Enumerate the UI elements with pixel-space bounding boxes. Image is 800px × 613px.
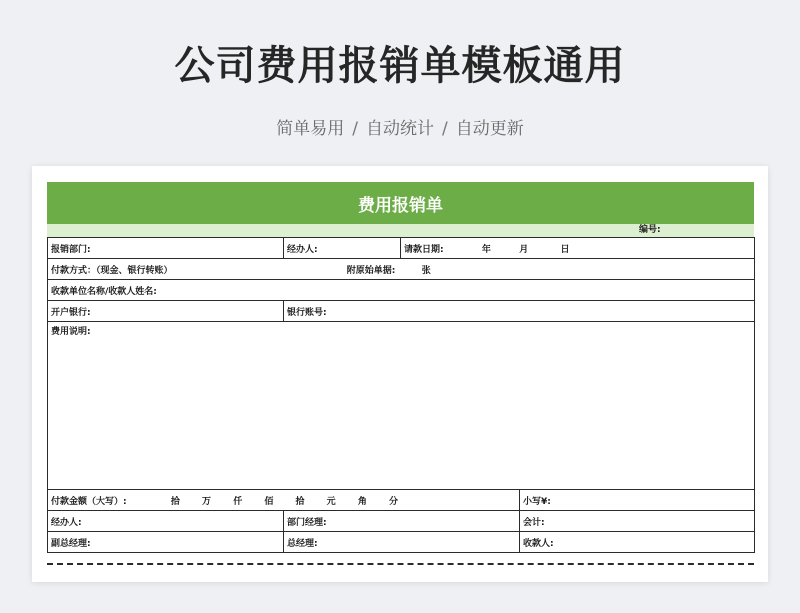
cell-dept[interactable]: 报销部门:: [48, 238, 284, 259]
unit-label: 拾: [295, 496, 305, 507]
cell-handler-sign[interactable]: 经办人:: [48, 511, 284, 532]
subtitle-tags: [0, 114, 800, 139]
row-bank: [48, 301, 755, 322]
tag-auto-stats: 自动统计: [366, 119, 434, 139]
date-label: 请款日期:: [404, 244, 444, 255]
cell-payment[interactable]: [48, 259, 755, 280]
cell-amount-caps[interactable]: [48, 490, 520, 511]
unit-label: 元: [326, 496, 336, 507]
form-card: [32, 166, 768, 582]
cell-account[interactable]: 银行账号:: [284, 301, 755, 322]
cell-accountant[interactable]: 会计:: [520, 511, 755, 532]
row-payee: [48, 280, 755, 301]
row-amount: [48, 490, 755, 511]
unit-label: 仟: [233, 496, 243, 507]
cell-deputy-gm[interactable]: 副总经理:: [48, 532, 284, 553]
row-payment: [48, 259, 755, 280]
attachments-label: 附原始单据:: [346, 265, 396, 276]
unit-label: 角: [357, 496, 367, 507]
unit-label: 分: [388, 496, 398, 507]
cell-gm[interactable]: 总经理:: [284, 532, 520, 553]
expense-form-table: [47, 237, 755, 553]
tag-separator: /: [442, 119, 448, 139]
cell-bank[interactable]: 开户银行:: [48, 301, 284, 322]
unit-label: 万: [202, 496, 212, 507]
cell-payee[interactable]: 收款单位名称/收款人姓名:: [48, 280, 755, 301]
tag-easy: 简单易用: [276, 119, 345, 139]
row-dept: [48, 238, 755, 259]
row-approvals-1: [48, 511, 755, 532]
payment-method-label: 付款方式：（现金、银行转账）: [51, 265, 173, 276]
row-description: [48, 322, 755, 490]
sheets-label: 张: [421, 265, 431, 276]
year-label: 年: [481, 244, 491, 255]
cell-receiver[interactable]: 收款人:: [520, 532, 755, 553]
cell-description[interactable]: 费用说明:: [48, 322, 755, 490]
cell-request-date[interactable]: [401, 238, 755, 259]
cell-dept-manager[interactable]: 部门经理:: [284, 511, 520, 532]
serial-row: [47, 224, 754, 237]
amount-caps-label: 付款金额（大写）:: [51, 496, 127, 507]
cell-amount-small[interactable]: 小写¥:: [520, 490, 755, 511]
form-header: 费用报销单: [47, 182, 754, 224]
row-approvals-2: [48, 532, 755, 553]
cell-handler[interactable]: 经办人:: [284, 238, 401, 259]
unit-label: 佰: [264, 496, 274, 507]
unit-label: 拾: [170, 496, 180, 507]
cut-line: [47, 563, 754, 565]
tag-separator: /: [352, 119, 358, 139]
month-label: 月: [519, 244, 529, 255]
day-label: 日: [560, 244, 570, 255]
serial-label: 编号:: [639, 225, 661, 235]
page-title: 公司费用报销单模板通用: [174, 43, 626, 89]
tag-auto-update: 自动更新: [455, 119, 524, 139]
